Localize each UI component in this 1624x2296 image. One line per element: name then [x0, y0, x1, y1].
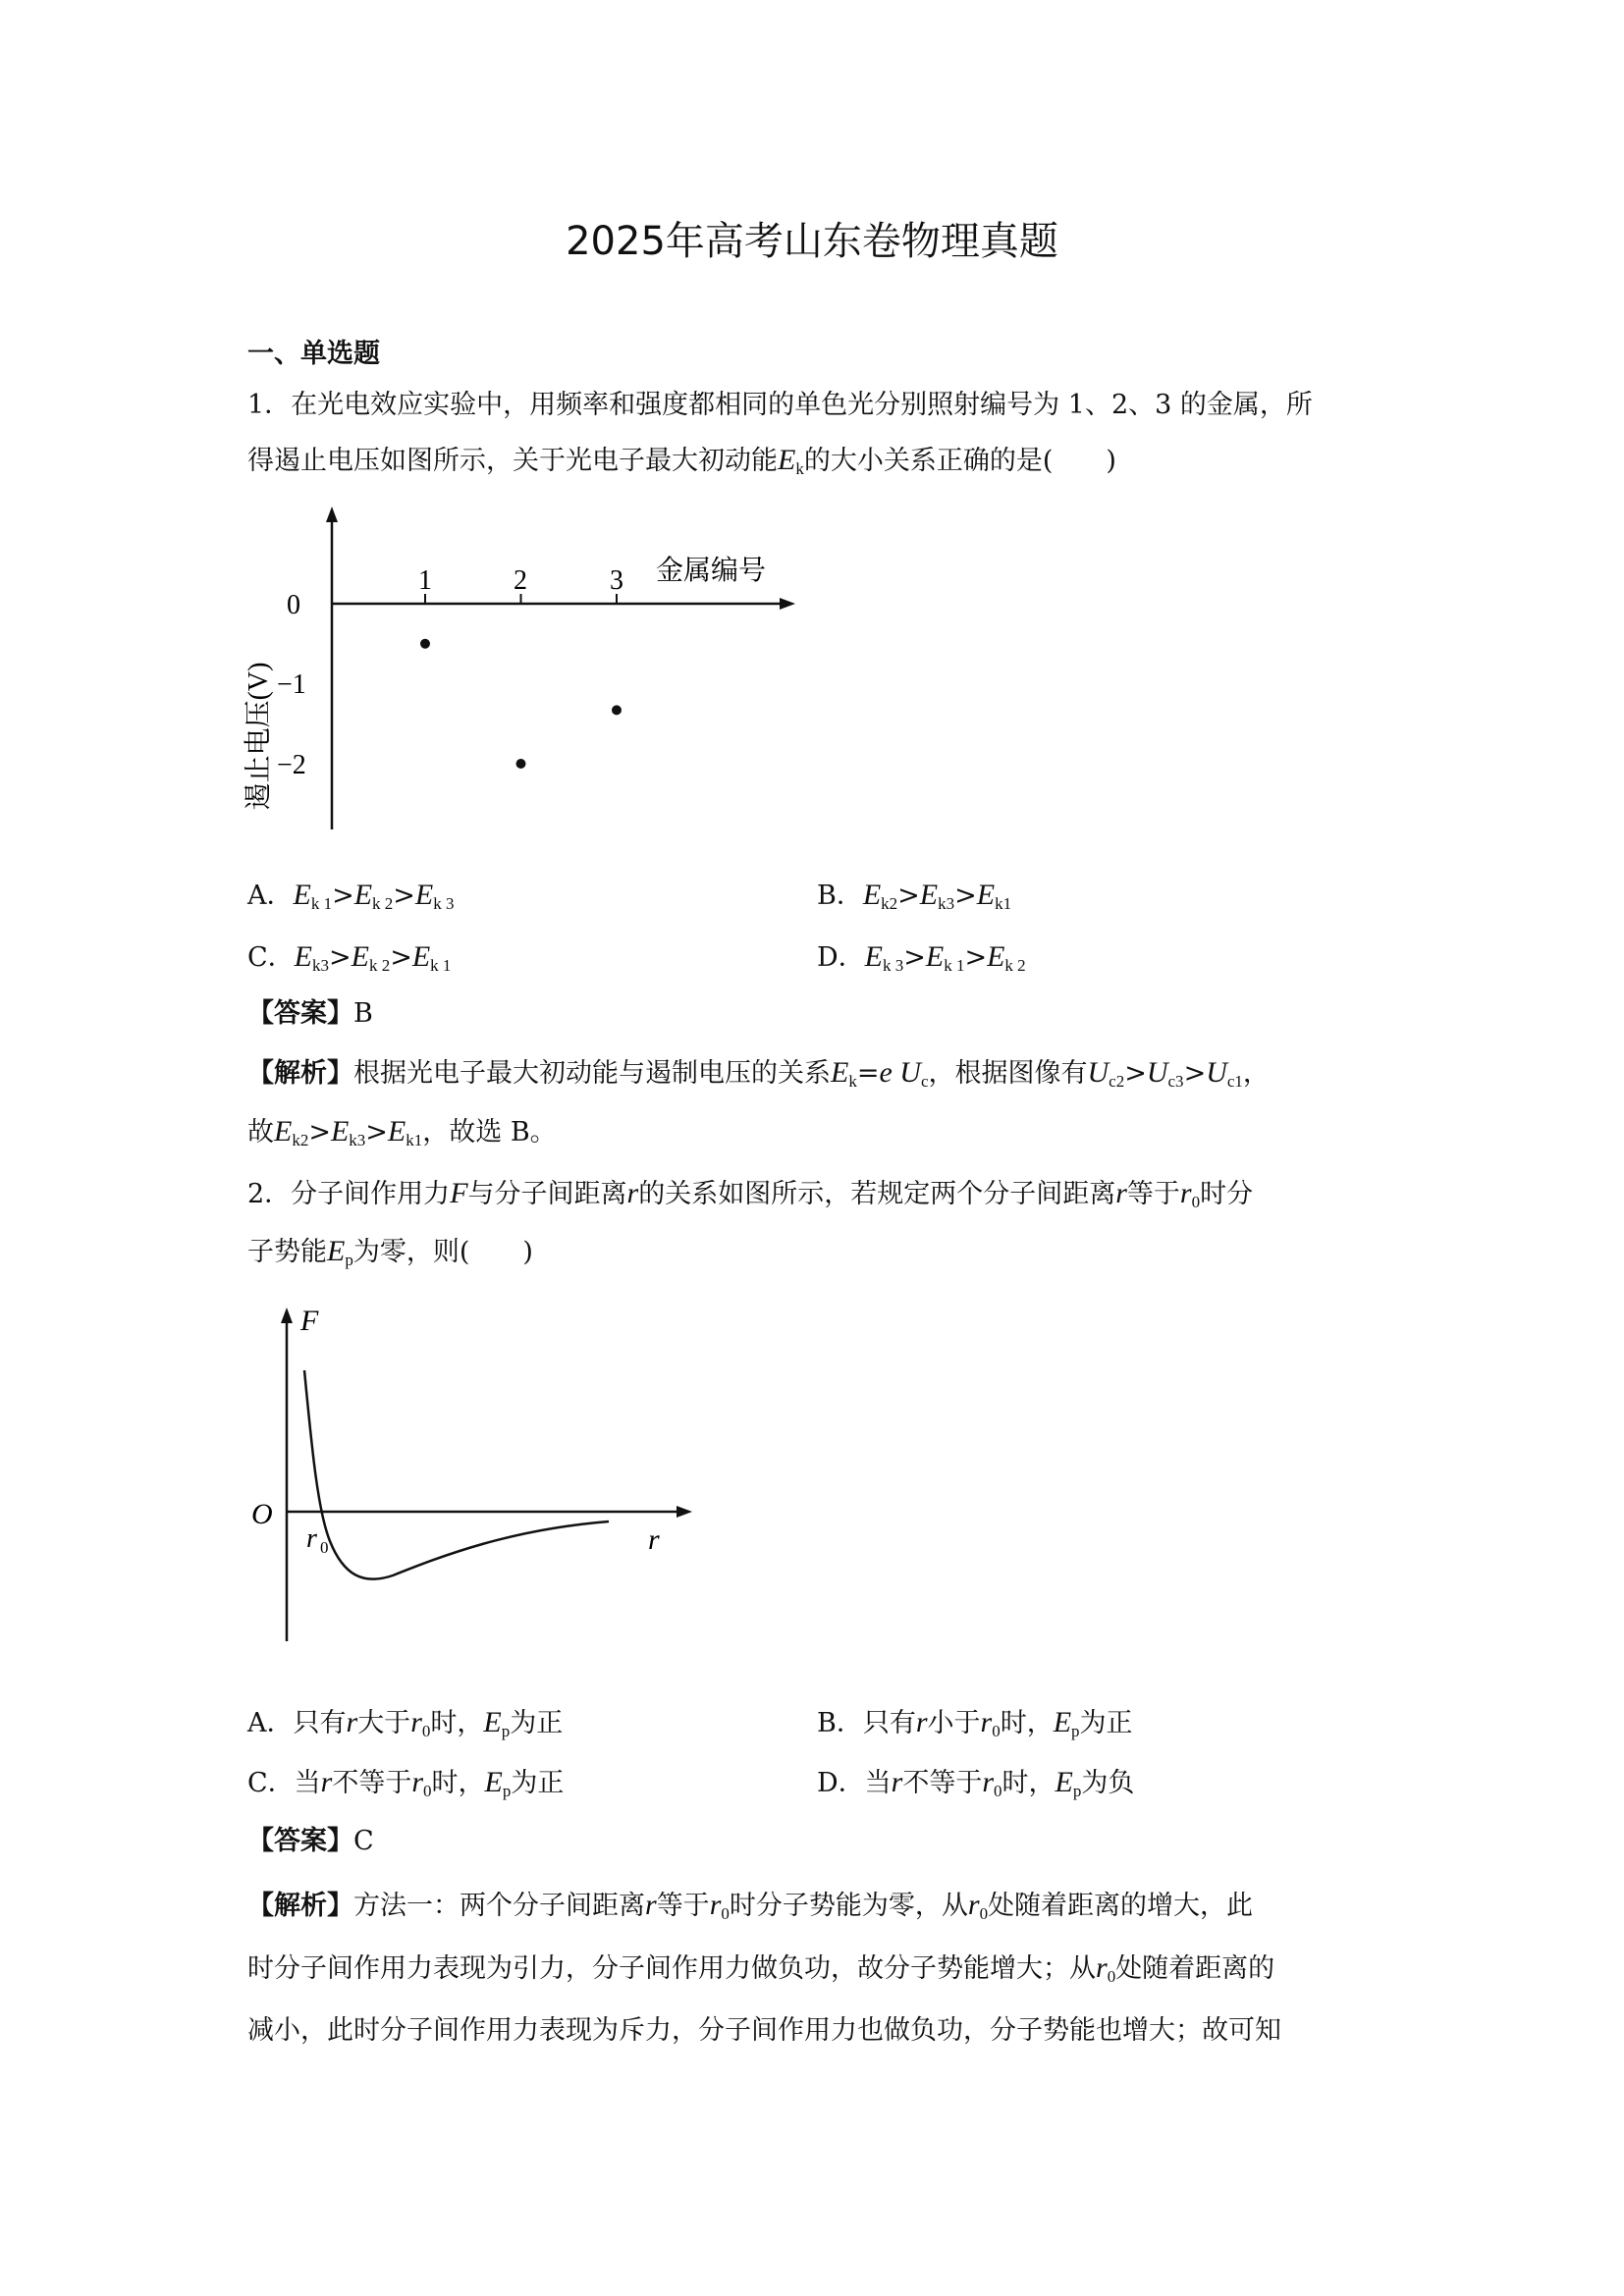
page-title: 2025年高考山东卷物理真题: [566, 219, 1058, 264]
q1-data-point-3: [612, 705, 622, 715]
q1-option-b[interactable]: B．$E_{k2}>E_{k3}>E_{k1}$: [817, 879, 1012, 913]
q1-line2: 得遏止电压如图所示，关于光电子最大初动能$E_k$的大小关系正确的是( ): [247, 444, 1116, 478]
q1-analysis-line1: 【解析】根据光电子最大初动能与遏制电压的关系$E_k=e$ $U_c$，根据图像有$U_{c2}>U_{c3}>U_{c1}$，: [247, 1056, 1270, 1091]
q1-chart: [236, 491, 805, 844]
q1-y-label: 遏止电压(V): [244, 662, 274, 811]
q1-data-point-2: [516, 759, 526, 769]
q2-option-d[interactable]: D．当r不等于$r_0$时，$E_p$为负: [817, 1766, 1135, 1800]
q1-x-axis-arrow: [780, 598, 795, 610]
q2-analysis-line1: 【解析】方法一：两个分子间距离r等于$r_0$时分子势能为零，从$r_0$处随着距离的增大，此: [247, 1889, 1254, 1923]
q1-option-a[interactable]: A．$E_{k 1}>E_{k 2}>E_{k 3}$: [247, 879, 455, 913]
q1-y-tick-2: −2: [277, 750, 306, 780]
q1-option-c[interactable]: C．$E_{k3}>E_{k 2}>E_{k 1}$: [247, 940, 452, 975]
q1-answer: 【答案】B: [247, 998, 373, 1029]
q2-x-axis-label: r: [648, 1523, 660, 1556]
q2-line2: 子势能$E_p$为零，则( ): [247, 1235, 533, 1269]
q1-x-tick-1: 1: [418, 565, 432, 596]
q2-analysis-line2: 时分子间作用力表现为引力，分子间作用力做负功，故分子势能增大；从$r_0$处随着距离的: [247, 1951, 1275, 1986]
q1-y-tick-0: 0: [287, 590, 300, 620]
q1-x-label: 金属编号: [656, 556, 767, 586]
q2-option-b[interactable]: B．只有r小于$r_0$时，$E_p$为正: [817, 1706, 1133, 1740]
q2-origin-label: O: [251, 1498, 273, 1530]
q2-force-curve: [304, 1370, 609, 1579]
q1-option-d[interactable]: D．$E_{k 3}>E_{k 1}>E_{k 2}$: [817, 940, 1026, 975]
q1-line1: 1．在光电效应实验中，用频率和强度都相同的单色光分别照射编号为 1、2、3 的金属，所: [247, 390, 1313, 420]
q1-x-tick-2: 2: [514, 565, 527, 596]
q1-x-tick-3: 3: [610, 565, 623, 596]
q2-y-axis-label: F: [300, 1305, 319, 1337]
q2-option-c[interactable]: C．当r不等于$r_0$时，$E_p$为正: [247, 1766, 565, 1800]
section-heading: 一、单选题: [247, 339, 380, 369]
q2-line1: 2．分子间作用力F与分子间距离r的关系如图所示，若规定两个分子间距离r等于$r_0$时分: [247, 1177, 1254, 1211]
q2-x-axis-arrow: [677, 1506, 692, 1518]
q2-option-a[interactable]: A．只有r大于$r_0$时，$E_p$为正: [247, 1706, 564, 1740]
q1-analysis-line2: 故$E_{k2}>E_{k3}>E_{k1}$，故选 B。: [247, 1115, 557, 1149]
q1-y-axis-arrow: [326, 507, 338, 522]
q2-analysis-line3: 减小，此时分子间作用力表现为斥力，分子间作用力也做负功，分子势能也增大；故可知: [247, 2015, 1281, 2046]
q2-r0-sub: 0: [320, 1538, 329, 1557]
q1-data-point-1: [420, 639, 430, 649]
q2-r0-label: r: [306, 1523, 317, 1554]
q2-chart: [236, 1286, 707, 1649]
q2-answer: 【答案】C: [247, 1826, 374, 1856]
q1-y-tick-1: −1: [277, 669, 306, 700]
q2-y-axis-arrow: [281, 1308, 293, 1323]
